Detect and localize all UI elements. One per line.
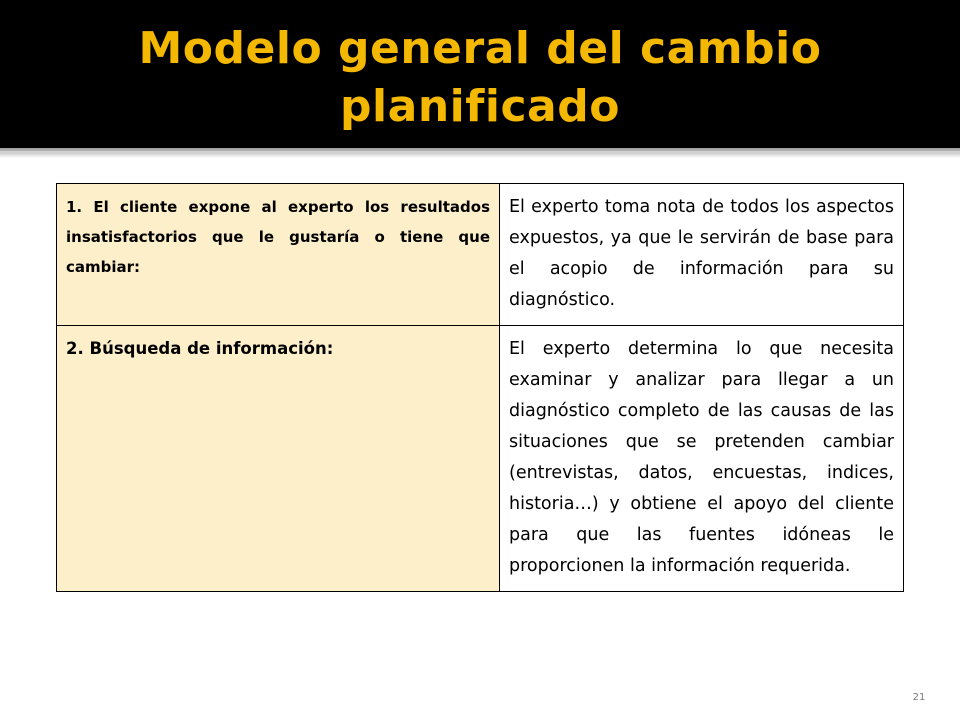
step-cell: 2. Búsqueda de información:	[57, 326, 500, 592]
slide-title: Modelo general del cambio planificado	[138, 23, 822, 132]
description-cell: El experto determina lo que necesita examinar y analizar para llegar a un diagnóstico completo de las causas de las situaciones que se pretenden cambiar (entrevistas, datos, encuestas, indices, historia…) y obtiene el apoyo del cliente para que las fuentes idóneas le proporcionen la información requerida.	[500, 326, 904, 592]
table-row	[57, 184, 904, 326]
table-row	[57, 326, 904, 592]
process-table	[56, 183, 904, 592]
title-bar	[0, 0, 960, 148]
page-number: 21	[912, 692, 926, 703]
step-cell: 1. El cliente expone al experto los resultados insatisfactorios que le gustaría o tiene que cambiar:	[57, 184, 500, 326]
description-cell: El experto toma nota de todos los aspectos expuestos, ya que le servirán de base para el acopio de información para su diagnóstico.	[500, 184, 904, 326]
title-divider-shadow	[0, 148, 960, 158]
title-divider-line	[0, 151, 960, 153]
